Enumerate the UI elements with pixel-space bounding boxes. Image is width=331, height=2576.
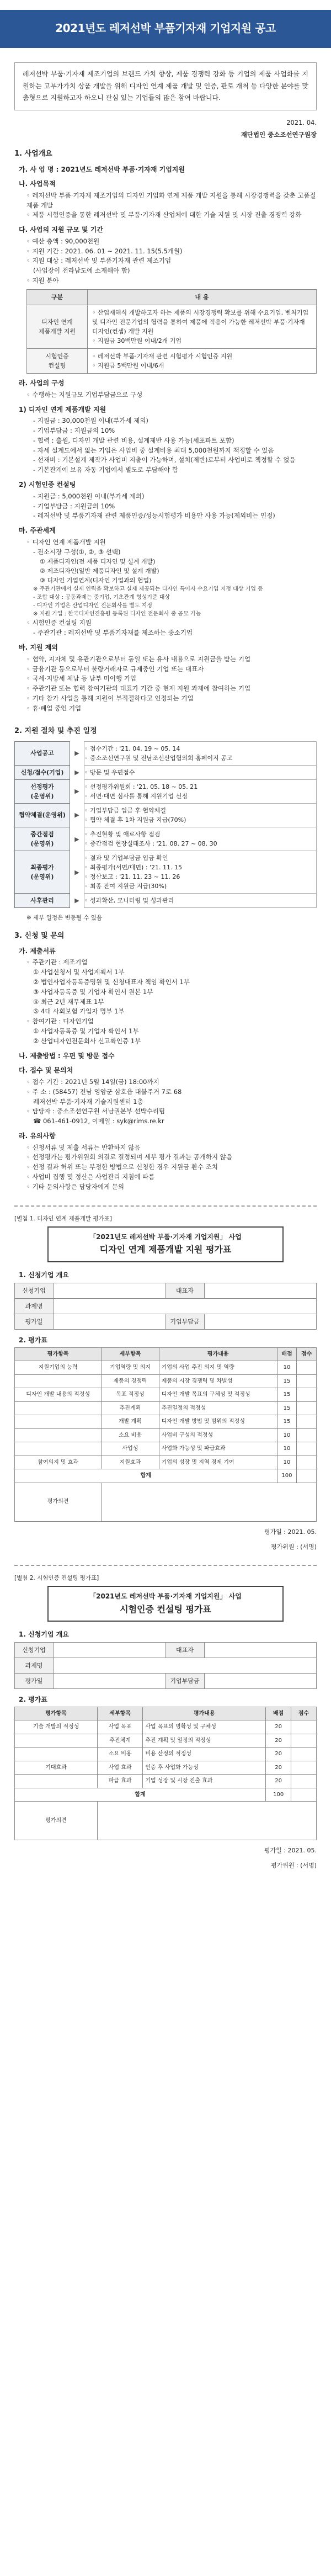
info-title: 1. 신청기업 개요 [19,1630,69,1639]
list-item: ◦ 휴·폐업 중인 기업 [26,704,82,712]
list-item: ④ 최근 2년 재무제표 1부 [33,997,104,1006]
sign-name: 평가위원 : (서명) [270,1543,317,1550]
table-row [15,1401,317,1415]
eval-score-input[interactable] [291,1775,317,1788]
eval-score-input[interactable] [297,1401,317,1415]
eval-subitem: 소요 비용 [102,1428,159,1442]
composition-list [14,390,317,521]
eval-subitem: 소요 비용 [98,1748,143,1761]
eval-content: 추진일정의 적정성 [159,1401,277,1415]
schedule-desc: ◦ 결과 및 기업부담금 입금 확인 ◦ 최종평가(서면/대면) : '21. 11. 15 ◦ 정산보고 : '21. 11. 23 ~ 11. 26 ◦ 최종 잔여 지원금 지급(30%) [84,851,317,894]
list-item: 나. 제출방법 : 우편 및 방문 접수 [19,1051,115,1060]
eval-score-input[interactable] [291,1761,317,1775]
schedule-row [15,851,317,894]
info-key: 평가일 [15,1314,54,1329]
table-header-row [15,1707,317,1720]
list-item: ◦ 디자인 연계 제품개발 지원 [26,538,106,546]
scale-title: 다. 사업의 지원 규모 및 기간 [19,226,103,234]
sign-date: 평가일 : 2021. 05. [264,1528,317,1536]
purpose-item: ◦ 제품 시험인증을 통한 레저선박 및 부품·기자재 산업체에 대한 기술 지원 및 시장 진출 경쟁력 강화 [26,211,302,219]
table-header: 평가항목 [15,1347,102,1361]
composition-title: 라. 사업의 구성 [19,379,65,387]
list-item: ◦ 선정 결과 허위 또는 부정한 방법으로 신청한 경우 지원금 환수 조치 [26,1163,218,1171]
schedule-desc: ◦ 기업부담금 입금 후 협약체결 ◦ 협약 체결 후 1차 지원금 지급(70%) [84,803,317,827]
table-row [15,1388,317,1402]
section-title: 2. 지원 절차 및 추진 일정 [14,726,97,735]
info-value[interactable] [204,1283,317,1298]
score-title: 2. 평가표 [19,1696,47,1704]
list-item: 1) 디자인 연계 제품개발 지원 [19,405,106,413]
eval-category [15,1415,102,1429]
list-item: - 협력 : 출원, 디자인 개발 관련 비용, 설계제반 사용 가능(세포파트 포함) [33,436,234,444]
list-item: ② 법인사업자등록증명원 및 신청대표자 책임 확인서 1부 [33,978,190,986]
info-key: 과제명 [15,1658,54,1673]
schedule-row [15,894,317,908]
list-item: ◦ 협약, 지자체 및 유관기관으로부터 동일 또는 유사 내용으로 지원금을 받는 기업 [26,655,251,663]
list-item: - 기본관계에 보유 자동 기업에서 별도로 부담해야 함 [33,466,179,474]
opinion-row [15,1483,317,1521]
table-header: 구분 [27,289,88,305]
eval-points: 20 [266,1734,291,1748]
section-title: 3. 신청 및 문의 [14,931,65,940]
eval-score-input[interactable] [297,1374,317,1388]
eval-content: 제품의 시장 경쟁력 및 차별성 [159,1374,277,1388]
total-points: 100 [266,1788,291,1802]
info-key: 과제명 [15,1298,54,1314]
support-field-table [26,289,317,374]
table-row [27,305,317,348]
info-value[interactable] [54,1674,166,1689]
eval-score-input[interactable] [291,1734,317,1748]
eval-category [15,1748,98,1761]
eval-points: 20 [266,1775,291,1788]
list-item: ◦ 주관기관 또는 협력 참여기관의 대표가 기간 중 현재 지원 과제에 참여하는 기업 [26,684,251,693]
eval-points: 10 [277,1428,297,1442]
list-item: ◦ 담당자 : 중소조선연구원 서남권본부 선박수리팀 [26,1107,166,1116]
schedule-row [15,779,317,803]
list-item: ◦ 금융기관 등으로부터 불량거래자로 규제중인 기업 또는 대표자 [26,665,204,673]
eval-content: 기업의 사업 추진 의지 및 역량 [159,1361,277,1375]
list-item: ◦ 국세·지방세 체납 등 납부 미이행 기업 [26,674,137,683]
total-row [15,1469,317,1483]
info-key: 신청기업 [15,1642,54,1658]
eval-points: 15 [277,1374,297,1388]
info-key: 평가일 [15,1674,54,1689]
eval-score-input[interactable] [297,1388,317,1402]
table-header: 내 용 [88,289,317,305]
list-item: ◦ 주 소 : (58457) 전남 영암군 삼호읍 대불주거 7로 68 [26,1087,182,1096]
info-value[interactable] [204,1642,317,1658]
table-header: 배점 [266,1707,291,1720]
annex-subtitle: 「2021년도 레저선박 부품·기자재 기업지원」 사업 [89,1233,242,1241]
list-item: ② 제조디자인(일반 제품디자인 및 설계 개발) [40,567,159,575]
info-key: 신청기업 [15,1283,54,1298]
eval-subitem: 추진체계 [98,1734,143,1748]
table-row [15,1761,317,1775]
table-row [15,1361,317,1375]
annex-label: [별첨 2. 시험인증 컨설팅 평가표] [14,1574,99,1581]
list-item: 라. 유의사항 [19,1132,56,1140]
table-row [15,1374,317,1388]
list-item: ☎ 061-461-0912, 이메일 : syk@rims.re.kr [33,1117,164,1125]
purpose-title: 나. 사업목적 [19,180,56,188]
table-header: 세부항목 [102,1347,159,1361]
arrow-icon: ▶ [74,788,79,795]
list-item: ※ 지원 기업 : 한국디자인진흥원 등록된 디자인 전문회사 중 공모 가능 [33,611,201,618]
eval-subitem: 사업 목표 [98,1720,143,1734]
schedule-row [15,827,317,851]
list-item: ◦ 수행하는 지원규모 기업부담금으로 구성 [26,390,143,399]
table-header-row [15,1347,317,1361]
eval-score-input[interactable] [297,1415,317,1429]
total-score-input[interactable] [297,1469,317,1483]
eval-subitem: 사업 효과 [98,1761,143,1775]
schedule-note: ※ 세부 일정은 변동될 수 있음 [26,915,103,922]
opinion-label: 평가의견 [15,1483,102,1521]
eval-category [15,1734,98,1748]
eval-subitem: 파급 효과 [98,1775,143,1788]
schedule-step: 협약체결(운영위) [15,803,70,827]
annex-label: [별첨 1. 디자인 연계 제품개발 평가표] [14,1215,112,1222]
info-value[interactable] [54,1314,166,1329]
table-header: 점수 [291,1707,317,1720]
date-org-block [14,117,317,141]
annex-title-box [47,1226,284,1262]
arrow-icon: ▶ [74,811,79,819]
table-row [15,1775,317,1788]
eval-subitem: 사업성 [102,1442,159,1456]
list-item: - 자세 설계도에서 없는 기업은 사업비 중 설계비용 최대 5,000천원까지 책정할 수 있음 [33,446,274,454]
total-row [15,1788,317,1802]
cert-list [14,618,317,638]
organization-name: 재단법인 중소조선연구원장 [241,130,317,139]
list-item: - 디자인 기업은 산업디자인 전문회사를 별도 지정 [33,603,152,609]
annex-title-box [47,1586,284,1622]
content-list [14,538,317,586]
list-item: 가. 제출서류 [19,947,56,955]
schedule-step: 최종평가 (운영위) [15,851,70,894]
scale-item: ◦ 지원 대상 : 레저선박 및 부품기자재 관련 제조기업 [26,257,172,265]
table-header: 평가내용 [159,1347,277,1361]
schedule-table [14,741,317,909]
table-header: 배점 [277,1347,297,1361]
schedule-row [15,765,317,779]
list-item: ③ 디자인 기업연계(디자인 기업과의 협업) [40,577,152,585]
list-item: ① 사업자등록증 및 기업자 확인서 1부 [33,1027,139,1035]
list-item: - 전소시장 구성(①, ②, ③ 선택) [33,548,121,556]
opinion-input[interactable] [102,1483,317,1521]
info-value[interactable] [54,1298,317,1314]
schedule-step: 선정평가 (운영위) [15,779,70,803]
list-item: 레저선박 부품·기자재 기술지원센터 1층 [33,1097,143,1106]
eval-points: 20 [266,1720,291,1734]
arrow-icon: ▶ [74,835,79,843]
company-info-table [14,1283,317,1330]
list-item: - 조합 대상 : 공동과제는 중기업, 기초관계 형성기준 대상 [33,594,170,601]
project-name: 가. 사 업 명 : 2021년도 레저선박 부품·기자재 기업지원 [19,165,185,173]
list-item: ② 산업디자인전문회사 신고확인증 1부 [33,1037,141,1045]
eval-points: 15 [277,1401,297,1415]
list-item: ① 제품디자인(전 제품 디자인 및 설계 개발) [40,558,156,566]
total-points: 100 [277,1469,297,1483]
table-header: 평가항목 [15,1707,98,1720]
annex-subtitle: 「2021년도 레저선박 부품·기자재 기업지원」 사업 [89,1592,242,1600]
list-item: ⑤ 4대 사회보험 가입자 명부 1부 [33,1007,125,1016]
list-item: - 지원금 : 5,000천원 이내(부가세 제외) [33,492,145,500]
schedule-desc: ◦ 성과확산, 모니터링 및 성과관리 [84,894,317,908]
eval-category [15,1428,102,1442]
list-item: ◦ 접수 기간 : 2021년 5월 14일(금) 18:00까지 [26,1077,159,1086]
arrow-icon: ▶ [74,897,79,905]
evaluation-table [14,1347,317,1522]
schedule-step: 사후관리 [15,894,70,908]
eval-content: 인증 후 사업화 가능성 [143,1761,266,1775]
eval-category: 디자인 개발 내용의 적정성 [15,1388,102,1402]
application-list [14,946,317,1192]
table-header: 평가내용 [143,1707,266,1720]
content-title: 마. 주관세계 [19,527,56,535]
eval-score-input[interactable] [297,1456,317,1469]
list-item: - 기업부담금 : 지원금의 10% [33,427,115,435]
eval-content: 비용 산정의 적정성 [143,1748,266,1761]
eval-points: 10 [277,1361,297,1375]
info-key: 대표자 [166,1283,204,1298]
info-key: 기업부담금 [166,1674,204,1689]
eval-category: 기술 개발의 적정성 [15,1720,98,1734]
list-item: ※ 주관기관에서 실제 인력을 확보하고 실제 제공되는 디자인 특이자 수요기업 지정 대상 기업 등 [33,586,263,593]
eval-content: 디자인 개발 방법 및 범위의 적정성 [159,1415,277,1429]
table-cell-content: ◦ 산업재해식 개발하고자 하는 제품의 시장경쟁력 확보를 위해 수요기업, 벤처기업 및 디자인 전문기업의 협력을 통하여 제품에 적용이 가능한 레저선박 부품·기자재 디자인(컨셉) 개발 지원 ◦ 지원금 30백만원 이내/2개 기업 [88,305,317,348]
list-item: 다. 접수 및 문의처 [19,1066,73,1075]
table-cell-label: 시험인증 컨설팅 [27,349,88,374]
arrow-icon: ▶ [74,768,79,776]
arrow-icon: ▶ [74,868,79,876]
eval-points: 20 [266,1748,291,1761]
evaluation-table [14,1707,317,1841]
eval-score-input[interactable] [291,1720,317,1734]
eval-score-input[interactable] [297,1428,317,1442]
eval-content: 사업화 가능성 및 파급효과 [159,1442,277,1456]
eval-content: 사업비 구성의 적정성 [159,1428,277,1442]
table-cell-content: ◦ 레저선박 부품·기자재 관련 시험평가 시험인증 지원 ◦ 지원금 5백만원 이내/6개 [88,349,317,374]
eval-points: 10 [277,1442,297,1456]
info-value[interactable] [204,1674,317,1689]
list-item: 2) 시험인증 컨설팅 [19,481,76,489]
list-item: ◦ 기타 참가 사업을 통해 지원이 부적절하다고 인정되는 기업 [26,694,194,702]
page-title: 2021년도 레저선박 부품기자재 기업지원 공고 [0,10,331,48]
scale-item: (사업장이 전라남도에 소재해야 함) [33,267,130,275]
eval-score-input[interactable] [291,1748,317,1761]
eval-subitem: 기업역량 및 의지 [102,1361,159,1375]
eval-content: 기업 성장 및 시장 진출 효과 [143,1775,266,1788]
schedule-desc: ◦ 접수기간 : '21. 04. 19 ~ 05. 14 ◦ 중소조선연구원 및 전남조선산업협의회 홈페이지 공고 [84,741,317,765]
annex-title: 디자인 연계 제품개발 지원 평가표 [99,1244,232,1255]
list-item: ③ 사업자등록증 및 기업자 확인서 원본 1부 [33,987,153,996]
list-item: - 기업부담금 : 지원금의 10% [33,502,115,510]
company-info-table [14,1642,317,1689]
list-item: - 선재비 : 기본설계 제작가 사업비 지출이 가능하며, 설치(제반)로부터 사업비로 책정할 수 없음 [33,456,296,464]
eval-category: 기대효과 [15,1761,98,1775]
notes-list [14,585,317,618]
list-item: ◦ 기타 문의사항은 담당자에게 문의 [26,1182,124,1191]
exclusion-title: 바. 지원 제외 [19,644,58,652]
arrow-icon: ▶ [74,750,79,757]
schedule-desc: ◦ 추진현황 및 애로사항 점검 ◦ 중간점검 현장실태조사 : '21. 08. 27 ~ 08. 30 [84,827,317,851]
table-row [27,349,317,374]
annex-title: 시험인증 컨설팅 평가표 [120,1603,211,1614]
table-header: 세부항목 [98,1707,143,1720]
opinion-row [15,1802,317,1840]
total-label: 합계 [15,1469,277,1483]
table-row [15,1720,317,1734]
table-row [15,1428,317,1442]
list-item: ◦ 신청서류 및 제출 서류는 반환하지 않음 [26,1143,141,1151]
exclusion-list [14,655,317,714]
table-row [15,1748,317,1761]
eval-score-input[interactable] [297,1442,317,1456]
info-key: 대표자 [166,1642,204,1658]
notice-date: 2021. 04. [286,118,317,126]
schedule-desc: ◦ 선정평가위원회 : '21. 05. 18 ~ 05. 21 ◦ 서면·대면 심사를 통해 지원기업 선정 [84,779,317,803]
list-item: ◦ 주관기관 : 제조기업 [26,958,88,966]
scale-item: ◦ 예산 총액 : 90,000천원 [26,237,100,245]
list-item: - 레저선박 및 부품기자재 관련 제품인증/성능시험평가 비용만 사용 가능(제외비는 인정) [33,512,275,520]
eval-subitem: 추진계획 [102,1401,159,1415]
intro-box: 레저선박 부품·기자재 제조기업의 브랜드 가치 향상, 제품 경쟁력 강화 등 기업의 제품 사업화를 지원하는 고부가가치 상품 개발을 위해 디자인 연계 제품 개발 및 인증, 판로 개척 등 다양한 분야를 맞춤형으로 지원하고자 하오니 관심 있는 기업들의 많은 참여 바랍니다. [14,62,317,110]
scale-item: ◦ 지원 기간 : 2021. 06. 01 ~ 2021. 11. 15(5.5개월) [26,247,183,255]
table-row [15,1456,317,1469]
eval-points: 15 [277,1388,297,1402]
list-item: ◦ 시험인증 컨설팅 지원 [26,619,92,627]
table-header: 점수 [297,1347,317,1361]
info-key: 기업부담금 [166,1314,204,1329]
eval-category: 지원기업의 능력 [15,1361,102,1375]
table-row [15,1415,317,1429]
schedule-step: 사업공고 [15,741,70,765]
list-item: ◦ 사업비 집행 및 정산은 사업관리 지침에 따름 [26,1172,155,1181]
sign-date: 평가일 : 2021. 05. [264,1847,317,1855]
eval-subitem: 목표 적정성 [102,1388,159,1402]
eval-category: 참여의지 및 효과 [15,1456,102,1469]
eval-category [15,1401,102,1415]
field-title: ◦ 지원 분야 [26,277,59,285]
schedule-step: 중간점검 (운영위) [15,827,70,851]
list-item: ◦ 참여기관 : 디자인기업 [26,1017,94,1026]
opinion-label: 평가의견 [15,1802,98,1840]
eval-points: 10 [277,1456,297,1469]
divider [14,1565,317,1566]
info-value[interactable] [204,1314,317,1329]
list-item: - 주관기관 : 레저선박 및 부품기자재를 제조하는 중소기업 [33,629,193,637]
eval-category [15,1442,102,1456]
schedule-row [15,803,317,827]
divider [14,1205,317,1207]
eval-category [15,1374,102,1388]
list-item: ◦ 선정평가는 평가위원회 의결로 결정되며 세부 평가 결과는 공개하지 않음 [26,1153,232,1161]
eval-subitem: 지원효과 [102,1456,159,1469]
list-item: - 지원금 : 30,000천원 이내(부가세 제외) [33,417,148,425]
score-title: 2. 평가표 [19,1336,47,1344]
table-row [15,1442,317,1456]
eval-score-input[interactable] [297,1361,317,1375]
total-label: 합계 [15,1788,266,1802]
total-score-input[interactable] [291,1788,317,1802]
sign-name: 평가위원 : (서명) [270,1862,317,1869]
info-title: 1. 신청기업 개요 [19,1271,69,1279]
eval-content: 추진 계획 및 일정의 적정성 [143,1734,266,1748]
table-row [15,1734,317,1748]
eval-content: 기업의 성장 및 지역 경제 기여 [159,1456,277,1469]
list-item: ① 사업신청서 및 사업계획서 1부 [33,968,125,976]
schedule-step: 신청/접수(기업) [15,765,70,779]
eval-content: 디자인 개발 목표의 구체성 및 적정성 [159,1388,277,1402]
section-title: 1. 사업개요 [14,150,52,158]
info-value[interactable] [54,1658,317,1673]
eval-subitem: 제품의 경쟁력 [102,1374,159,1388]
schedule-desc: ◦ 방문 및 우편접수 [84,765,317,779]
eval-points: 15 [277,1415,297,1429]
schedule-row [15,741,317,765]
eval-points: 20 [266,1761,291,1775]
purpose-item: ◦ 레저선박 부품·기자재 제조기업의 디자인 기업화 연계 제품 개발 지원을 통해 시장경쟁력을 갖춘 고품질 제품 개발 [26,191,316,209]
eval-content: 사업 목표의 명확성 및 구체성 [143,1720,266,1734]
opinion-input[interactable] [98,1802,317,1840]
eval-category [15,1775,98,1788]
eval-subitem: 개발 계획 [102,1415,159,1429]
info-value[interactable] [54,1642,166,1658]
table-cell-label: 디자인 연계 제품개발 지원 [27,305,88,348]
info-value[interactable] [54,1283,166,1298]
